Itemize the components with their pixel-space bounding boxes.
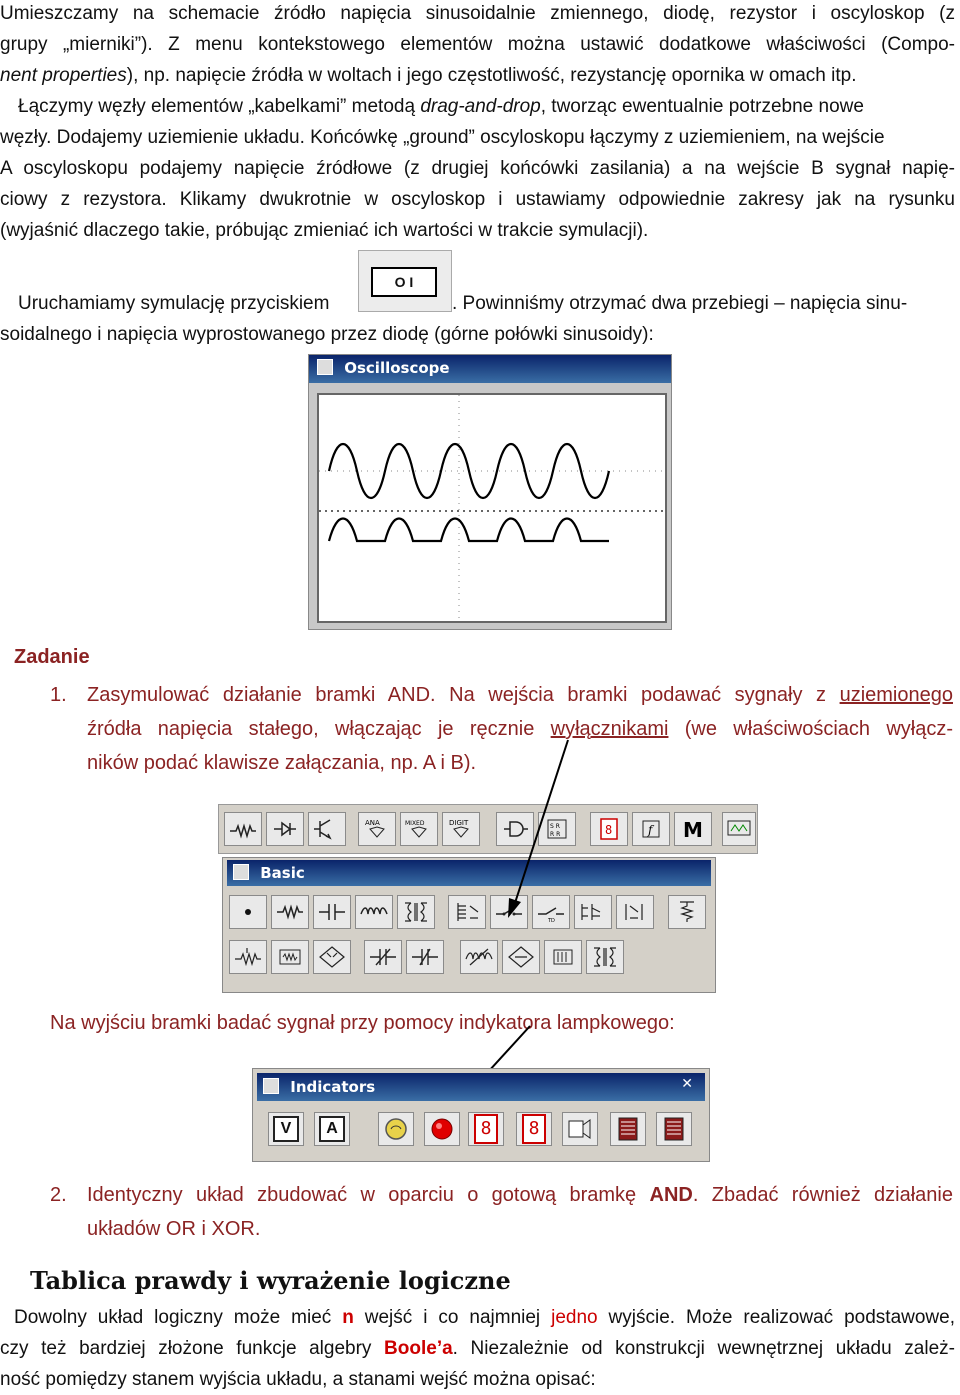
intro-line-6: A oscyloskopu podajemy napięcie źródłowe (z drugiej końcówki zasilania) a na wejście B sygnał napię- xyxy=(0,158,955,179)
oscilloscope-window xyxy=(308,354,672,630)
window-icon xyxy=(263,1078,279,1094)
magnetic-core-button[interactable] xyxy=(502,940,540,974)
bridge-rectifier-button[interactable] xyxy=(313,940,351,974)
oscilloscope-screen xyxy=(317,393,667,623)
analog-ics-button[interactable] xyxy=(358,812,396,846)
task-2-text: Identyczny układ zbudować w oparciu o gotową bramkę AND. Zbadać również działanie układów OR i XOR. xyxy=(87,1184,953,1240)
connector-button[interactable] xyxy=(229,895,267,929)
svg-text:S R: S R xyxy=(550,823,560,830)
svg-text:ANA: ANA xyxy=(365,819,380,827)
nonlinear-transformer-button[interactable] xyxy=(586,940,624,974)
transformer-button[interactable] xyxy=(397,895,435,929)
pull-up-resistor-button[interactable] xyxy=(668,895,706,929)
svg-text:f: f xyxy=(648,823,653,837)
inductor-button[interactable] xyxy=(355,895,393,929)
truth-table-paragraph: Dowolny układ logiczny może mieć n wejść i co najmniej jedno wyjście. Może realizować podstawowe, czy też bardziej złożone funkcje algebry Boole’a. Niezależnie od konstrukcji wewnętrznej układu zależ- ność pomiędzy stanem wyjścia układu, a stanami wejść można opisać: xyxy=(0,1307,955,1390)
decoded-seven-segment-display-button[interactable]: 8 xyxy=(516,1112,552,1146)
potentiometer-button[interactable] xyxy=(229,940,267,974)
oscilloscope-titlebar: Oscilloscope xyxy=(309,355,671,383)
indicators-titlebar: Indicators ✕ xyxy=(257,1073,705,1101)
coreless-coil-button[interactable] xyxy=(544,940,582,974)
task-2-number: 2. xyxy=(50,1184,67,1206)
transistor-group-button[interactable] xyxy=(308,812,346,846)
lamp-indicator-text: Na wyjściu bramki badać sygnał przy pomocy indykatora lampkowego: xyxy=(50,1012,675,1034)
intro-line-3: nent properties), np. napięcie źródła w woltach i jego częstotliwość, rezystancję opornika w omach itp. xyxy=(0,65,857,86)
run-switch-button[interactable] xyxy=(358,250,452,312)
sine-trace xyxy=(329,444,609,498)
current-controlled-switch-button[interactable] xyxy=(616,895,654,929)
variable-capacitor-button[interactable] xyxy=(364,940,402,974)
mixed-ics-button[interactable] xyxy=(400,812,438,846)
task-1-number: 1. xyxy=(50,684,67,706)
intro-line-5: węzły. Dodajemy uziemienie układu. Końcówkę „ground” oscyloskopu łączymy z uziemieniem, na wejście xyxy=(0,127,885,148)
truth-table-heading: Tablica prawdy i wyrażenie logiczne xyxy=(30,1266,511,1295)
voltmeter-button[interactable]: V xyxy=(268,1112,304,1146)
ammeter-button[interactable]: A xyxy=(314,1112,350,1146)
bargraph-display-button[interactable] xyxy=(610,1112,646,1146)
seven-segment-display-button[interactable]: 8 xyxy=(468,1112,504,1146)
run-text-a: Uruchamiamy symulację przyciskiem xyxy=(18,293,330,314)
oscilloscope-traces xyxy=(319,395,665,621)
controls-group-button[interactable] xyxy=(632,812,670,846)
intro-line-1: Umieszczamy na schemacie źródło napięcia sinusoidalnie zmiennego, diodę, rezystor i oscyloskop (z xyxy=(0,3,955,24)
intro-line-4: Łączymy węzły elementów „kabelkami” metodą drag-and-drop, tworząc ewentualnie potrzebne nowe xyxy=(18,96,864,117)
basic-titlebar: Basic xyxy=(227,860,711,886)
intro-paragraph xyxy=(0,0,955,246)
run-text-c: soidalnego i napięcia wyprostowanego przez diodę (górne połówki sinusoidy): xyxy=(0,324,654,345)
resistor-pack-button[interactable] xyxy=(271,940,309,974)
window-icon xyxy=(317,359,333,375)
probe-button[interactable] xyxy=(424,1112,460,1146)
intro-line-2: grupy „mierniki”). Z menu kontekstowego elementów można ustawić dodatkowe właściwości (Compo- xyxy=(0,34,955,55)
intro-line-8: (wyjaśnić dlaczego takie, próbując zmieniać ich wartości w trakcie symulacji). xyxy=(0,220,649,241)
svg-text:MIXED: MIXED xyxy=(405,820,425,827)
instruments-group-button[interactable] xyxy=(722,812,756,846)
digital-ics-button[interactable] xyxy=(442,812,480,846)
run-text-b: . Powinniśmy otrzymać dwa przebiegi – napięcia sinu- xyxy=(452,293,908,314)
annotation-arrow-switch xyxy=(480,730,600,920)
power-switch-icon: O I xyxy=(371,267,437,297)
polarized-capacitor-button[interactable] xyxy=(406,940,444,974)
capacitor-button[interactable] xyxy=(313,895,351,929)
svg-text:DIGIT: DIGIT xyxy=(449,819,469,827)
diode-group-button[interactable] xyxy=(266,812,304,846)
svg-text:8: 8 xyxy=(605,823,613,837)
intro-line-7: ciowy z rezystora. Klikamy dwukrotnie w oscyloskop i ustawiamy odpowiednie zakresy jak na rysunku xyxy=(0,189,955,210)
close-icon[interactable]: ✕ xyxy=(681,1076,693,1092)
svg-text:M: M xyxy=(683,818,703,841)
zadanie-heading: Zadanie xyxy=(14,646,90,668)
rectified-trace xyxy=(329,519,609,542)
window-icon xyxy=(233,864,249,880)
svg-text:TD: TD xyxy=(548,918,555,924)
decoded-bargraph-display-button[interactable] xyxy=(656,1112,692,1146)
resistor-button[interactable] xyxy=(271,895,309,929)
resistor-group-button[interactable] xyxy=(224,812,262,846)
task-1-text: Zasymulować działanie bramki AND. Na wejścia bramki podawać sygnały z uziemionego źródła napięcia stałego, włączając je ręcznie wyłącznikami (we właściwościach wyłącz- ników podać klawisze załączania, np. A i B). xyxy=(87,684,953,774)
miscellaneous-group-button[interactable] xyxy=(674,812,712,846)
bulb-button[interactable] xyxy=(378,1112,414,1146)
buzzer-button[interactable] xyxy=(562,1112,598,1146)
variable-inductor-button[interactable] xyxy=(460,940,498,974)
svg-text:R R: R R xyxy=(550,831,561,838)
